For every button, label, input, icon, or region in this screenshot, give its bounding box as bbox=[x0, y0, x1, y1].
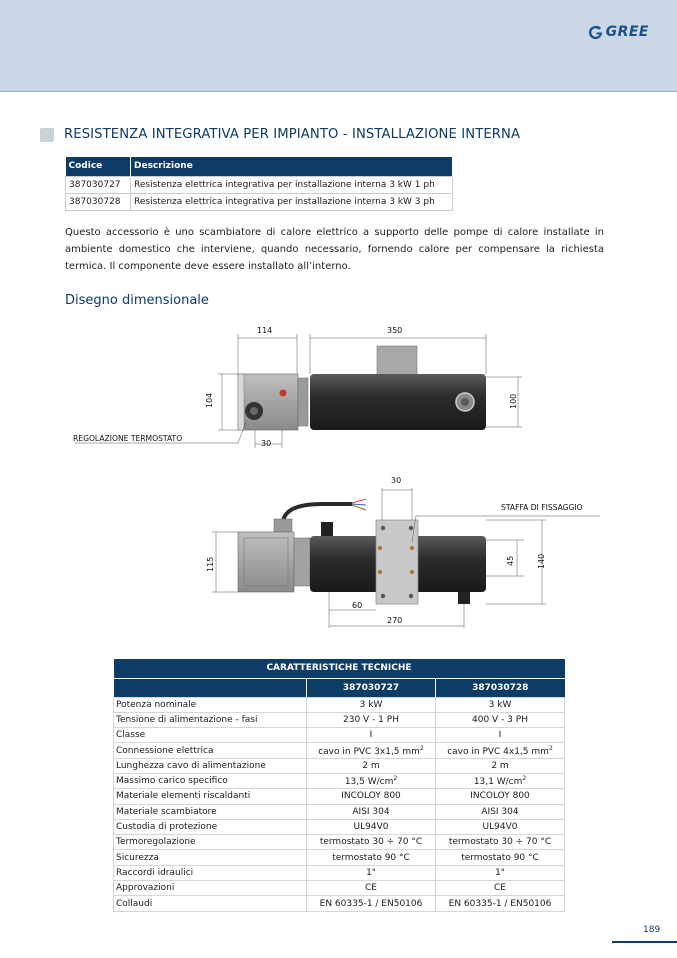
spec-value: termostato 30 ÷ 70 °C bbox=[436, 835, 565, 850]
spec-label: Raccordi idraulici bbox=[114, 865, 307, 880]
section-bullet-icon bbox=[40, 128, 54, 142]
dim-140-label: 140 bbox=[537, 553, 546, 569]
control-box bbox=[238, 374, 298, 430]
dim-30-bracket-label: 30 bbox=[391, 476, 402, 485]
codes-header-row bbox=[66, 157, 453, 176]
dim-45-label: 45 bbox=[506, 555, 515, 566]
spec-value: INCOLOY 800 bbox=[307, 789, 436, 804]
spec-label: Materiale scambiatore bbox=[114, 804, 307, 819]
spec-label: Materiale elementi riscaldanti bbox=[114, 789, 307, 804]
spec-label: Potenza nominale bbox=[114, 697, 307, 712]
dim-60-label: 60 bbox=[352, 601, 363, 610]
table-row bbox=[114, 896, 565, 911]
table-row bbox=[114, 728, 565, 743]
spec-label: Classe bbox=[114, 728, 307, 743]
spec-value: 13,1 $W/cm^2$ bbox=[436, 773, 565, 788]
dim-114-label: 114 bbox=[257, 326, 273, 335]
spec-label: Custodia di protezione bbox=[114, 819, 307, 834]
spec-value: termostato 90 °C bbox=[307, 850, 436, 865]
spec-value: INCOLOY 800 bbox=[436, 789, 565, 804]
mounting-bracket bbox=[376, 520, 418, 604]
fitting-top bbox=[321, 522, 333, 536]
spec-value: 230 V - 1 PH bbox=[307, 712, 436, 727]
dim-104-label: 104 bbox=[205, 392, 214, 408]
indicator-light bbox=[280, 390, 287, 397]
spec-value: 13,5 $W/cm^2$ bbox=[307, 773, 436, 788]
code-cell: 387030728 bbox=[66, 193, 131, 210]
spec-label: Sicurezza bbox=[114, 850, 307, 865]
spec-label: Termoregolazione bbox=[114, 835, 307, 850]
dim-350-label: 350 bbox=[387, 326, 403, 335]
cable-gland bbox=[274, 519, 292, 532]
table-row bbox=[114, 758, 565, 773]
spec-value: EN 60335-1 / EN50106 bbox=[436, 896, 565, 911]
spec-label: Collaudi bbox=[114, 896, 307, 911]
bracket-label: STAFFA DI FISSAGGIO bbox=[501, 503, 583, 512]
header-band bbox=[0, 0, 677, 92]
spec-value: 3 kW bbox=[307, 697, 436, 712]
table-row bbox=[114, 789, 565, 804]
spec-value: 1" bbox=[436, 865, 565, 880]
table-row bbox=[114, 865, 565, 880]
spec-label: Lunghezza cavo di alimentazione bbox=[114, 758, 307, 773]
specs-table bbox=[113, 659, 565, 912]
top-view bbox=[73, 326, 522, 448]
spec-value: AISI 304 bbox=[436, 804, 565, 819]
table-row bbox=[114, 850, 565, 865]
description-paragraph: Questo accessorio è uno scambiatore di calore elettrico a supporto delle pompe di calore installate in ambiente domestico che interviene, quando necessario, fornendo calore per compensare la richiesta termica. Il componente deve essere installato all’interno. bbox=[65, 227, 604, 272]
fitting-bottom bbox=[458, 592, 470, 604]
codes-table bbox=[65, 157, 453, 211]
spec-label: Massimo carico specifico bbox=[114, 773, 307, 788]
spec-value: CE bbox=[307, 881, 436, 896]
side-view bbox=[206, 476, 600, 628]
specs-header-code-2: 387030728 bbox=[436, 678, 565, 697]
specs-title-row bbox=[114, 659, 565, 678]
table-row bbox=[114, 819, 565, 834]
table-row bbox=[114, 804, 565, 819]
specs-header-code-1: 387030727 bbox=[307, 678, 436, 697]
spec-value: CE bbox=[436, 881, 565, 896]
code-cell: 387030727 bbox=[66, 176, 131, 193]
spec-value: 3 kW bbox=[436, 697, 565, 712]
spec-label: Tensione di alimentazione - fasi bbox=[114, 712, 307, 727]
page-number-rule bbox=[612, 941, 677, 943]
spec-value: UL94V0 bbox=[307, 819, 436, 834]
specs-title: CARATTERISTICHE TECNICHE bbox=[114, 659, 565, 678]
dim-115-label: 115 bbox=[206, 556, 215, 572]
table-row bbox=[66, 176, 453, 193]
section-title bbox=[40, 127, 520, 142]
spec-value: cavo in PVC 3x1,5 $mm^2$ bbox=[307, 743, 436, 758]
table-row bbox=[66, 193, 453, 210]
spec-value: cavo in PVC 4x1,5 $mm^2$ bbox=[436, 743, 565, 758]
table-row bbox=[114, 697, 565, 712]
table-row bbox=[114, 743, 565, 758]
spec-value: I bbox=[307, 728, 436, 743]
spec-label: Approvazioni bbox=[114, 881, 307, 896]
specs-header-blank bbox=[114, 678, 307, 697]
dim-30-label: 30 bbox=[261, 439, 272, 448]
control-box-side bbox=[238, 532, 294, 592]
power-cable bbox=[283, 504, 352, 522]
drawing-title: Disegno dimensionale bbox=[65, 293, 209, 308]
spec-value: I bbox=[436, 728, 565, 743]
specs-columns-row bbox=[114, 678, 565, 697]
section-title-text: RESISTENZA INTEGRATIVA PER IMPIANTO - INSTALLAZIONE INTERNA bbox=[64, 127, 521, 142]
codes-header-code: Codice bbox=[66, 157, 131, 176]
table-row bbox=[114, 835, 565, 850]
table-row bbox=[114, 881, 565, 896]
bracket-top bbox=[377, 346, 417, 376]
dim-100-label: 100 bbox=[509, 393, 518, 409]
codes-header-description: Descrizione bbox=[131, 157, 453, 176]
dim-270-label: 270 bbox=[387, 616, 403, 625]
spec-value: EN 60335-1 / EN50106 bbox=[307, 896, 436, 911]
table-row bbox=[114, 712, 565, 727]
logo-text: GREE bbox=[605, 24, 649, 40]
description-cell: Resistenza elettrica integrativa per installazione interna 3 kW 1 ph bbox=[131, 176, 453, 193]
spec-value: AISI 304 bbox=[307, 804, 436, 819]
table-row bbox=[114, 773, 565, 788]
page-number: 189 bbox=[643, 925, 661, 935]
dimensional-drawing bbox=[60, 316, 620, 634]
spec-value: 2 m bbox=[307, 758, 436, 773]
spec-value: termostato 30 ÷ 70 °C bbox=[307, 835, 436, 850]
spec-value: 400 V - 3 PH bbox=[436, 712, 565, 727]
gree-logo-icon bbox=[588, 25, 603, 40]
spec-value: 1" bbox=[307, 865, 436, 880]
spec-value: 2 m bbox=[436, 758, 565, 773]
spec-value: termostato 90 °C bbox=[436, 850, 565, 865]
gree-logo bbox=[588, 24, 649, 40]
spec-label: Connessione elettrica bbox=[114, 743, 307, 758]
thermostat-label: REGOLAZIONE TERMOSTATO bbox=[73, 434, 183, 443]
description-cell: Resistenza elettrica integrativa per installazione interna 3 kW 3 ph bbox=[131, 193, 453, 210]
spec-value: UL94V0 bbox=[436, 819, 565, 834]
